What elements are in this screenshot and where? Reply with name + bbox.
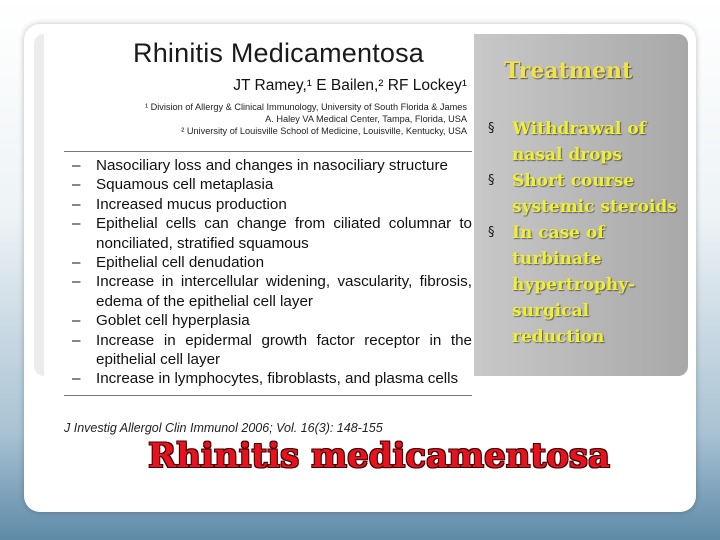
- slide-title: Rhinitis medicamentosa: [148, 436, 611, 476]
- treatment-item: [488, 168, 684, 220]
- finding-item: – Nasociliary loss and changes in nasociliary structure: [72, 156, 472, 175]
- finding-item: – Squamous cell metaplasia: [72, 175, 472, 194]
- treatment-item: [488, 220, 684, 350]
- treatment-item-text: Short course systemic steroids: [512, 171, 677, 217]
- bullet-icon: §: [488, 121, 495, 136]
- bullet-icon: §: [488, 225, 495, 240]
- finding-item: – Increase in lymphocytes, fibroblasts, and plasma cells: [72, 369, 472, 388]
- treatment-list: [488, 116, 684, 350]
- bullet-icon: §: [488, 173, 495, 188]
- findings-list: [72, 156, 472, 389]
- divider: [64, 395, 472, 396]
- treatment-item: [488, 116, 684, 168]
- paper-excerpt-image: [44, 30, 474, 448]
- finding-item: – Epithelial cells can change from ciliated columnar to nonciliated, stratified squamous: [72, 214, 472, 253]
- citation: J Investig Allergol Clin Immunol 2006; Vol. 16(3): 148-155: [64, 421, 383, 435]
- finding-item: – Goblet cell hyperplasia: [72, 311, 472, 330]
- finding-item: – Increase in epidermal growth factor receptor in the epithelial cell layer: [72, 331, 472, 370]
- treatment-item-text: Withdrawal of nasal drops: [512, 119, 646, 165]
- paper-authors: JT Ramey,¹ E Bailen,² RF Lockey¹: [233, 77, 467, 94]
- treatment-item-text: In case of turbinate hypertrophy- surgical reduction: [512, 223, 636, 347]
- affiliation-line: A. Haley VA Medical Center, Tampa, Florida, USA: [265, 114, 467, 124]
- finding-item: – Increase in intercellular widening, vascularity, fibrosis, edema of the epithelial cell layer: [72, 272, 472, 311]
- paper-title: Rhinitis Medicamentosa: [133, 38, 425, 68]
- treatment-heading: Treatment: [504, 58, 633, 84]
- affiliation-line: ¹ Division of Allergy & Clinical Immunology, University of South Florida & James: [144, 102, 467, 112]
- divider: [64, 151, 472, 152]
- finding-item: – Increased mucus production: [72, 195, 472, 214]
- affiliation-line: ² University of Louisville School of Medicine, Louisville, Kentucky, USA: [181, 126, 467, 136]
- finding-item: – Epithelial cell denudation: [72, 253, 472, 272]
